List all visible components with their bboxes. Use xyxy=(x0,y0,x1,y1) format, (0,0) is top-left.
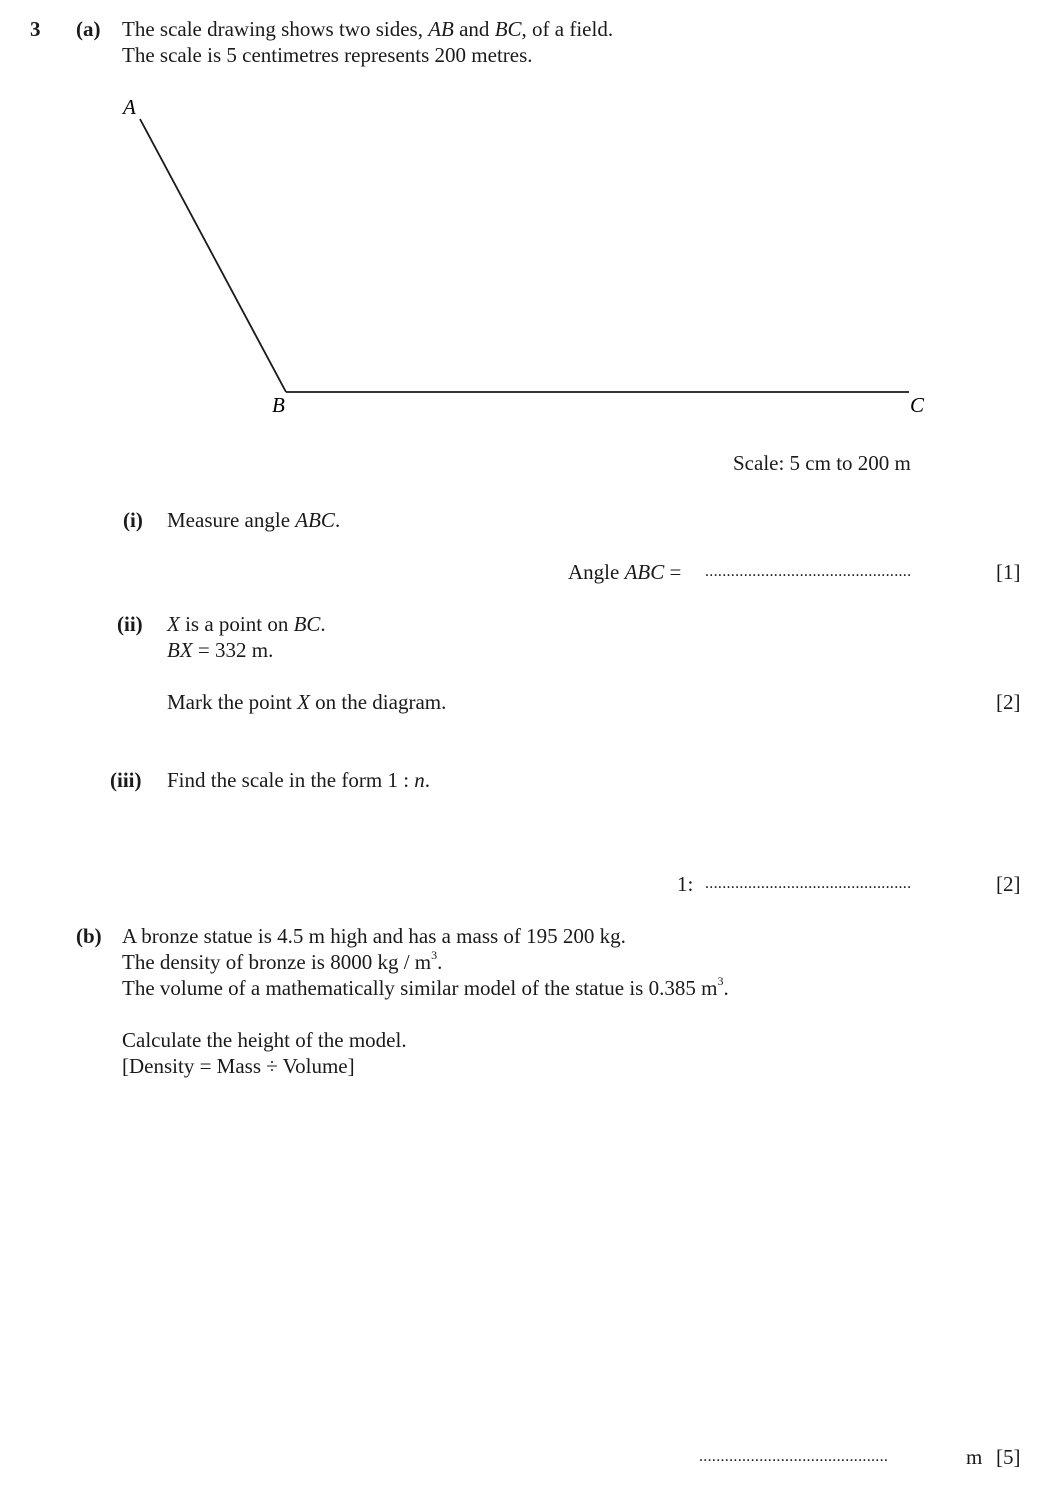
sub-iii-question-post: . xyxy=(424,768,431,792)
sub-i-question-post: . xyxy=(334,508,341,532)
part-a-line2: The scale is 5 centimetres represents 200 metres. xyxy=(122,43,533,67)
scale-caption: Scale: 5 cm to 200 m xyxy=(733,451,911,475)
sub-i-question-pre: Measure angle xyxy=(167,508,296,532)
sub-iii-marks: [2] xyxy=(996,872,1021,896)
sub-i-angle-name: ABC xyxy=(295,508,335,532)
part-b-line2-pre: The density of bronze is 8000 kg / m xyxy=(122,950,432,974)
sub-i-answer-eq: = xyxy=(664,560,682,584)
sub-ii-label: (ii) xyxy=(117,612,143,636)
sub-iii-question xyxy=(167,767,430,793)
sub-i-answer-angle: ABC xyxy=(624,560,665,584)
part-b-line1: A bronze statue is 4.5 m high and has a mass of 195 200 kg. xyxy=(122,924,626,948)
sub-i-marks: [1] xyxy=(996,560,1021,584)
point-x-name: X xyxy=(167,612,180,636)
sub-ii-instruction xyxy=(167,689,446,715)
sub-ii-instruction-x: X xyxy=(297,690,310,714)
part-b-line3 xyxy=(122,975,729,1001)
sub-iii-question-pre: Find the scale in the form 1 : xyxy=(167,768,415,792)
part-b-line3-exponent: 3 xyxy=(717,974,724,988)
part-a-line1-pre: The scale drawing shows two sides, xyxy=(122,17,429,41)
part-a-line1-mid: and xyxy=(453,17,495,41)
sub-iii-variable-n: n xyxy=(414,768,425,792)
part-b-line3-pre: The volume of a mathematically similar model of the statue is 0.385 m xyxy=(122,976,718,1000)
sub-i-answer-label xyxy=(568,559,681,585)
side-ab-text: AB xyxy=(428,17,454,41)
part-a-line1-post: , of a field. xyxy=(521,17,614,41)
point-a-label: A xyxy=(123,95,136,119)
side-ab-line xyxy=(140,119,286,392)
part-b-line2-post: . xyxy=(437,950,443,974)
sub-iii-answer-line[interactable]: ................................................ xyxy=(705,875,912,892)
sub-i-answer-line[interactable]: ................................................ xyxy=(705,563,912,580)
part-b-instruction: Calculate the height of the model. xyxy=(122,1028,407,1052)
sub-ii-marks: [2] xyxy=(996,690,1021,714)
sub-ii-instruction-post: on the diagram. xyxy=(309,690,447,714)
part-b-label: (b) xyxy=(76,924,102,948)
side-bc-text: BC xyxy=(494,17,522,41)
question-number: 3 xyxy=(30,17,41,41)
sub-ii-side-bc: BC xyxy=(293,612,321,636)
sub-ii-line1-post: . xyxy=(320,612,326,636)
sub-ii-instruction-pre: Mark the point xyxy=(167,690,298,714)
sub-ii-line2-post: = 332 m. xyxy=(192,638,274,662)
sub-i-answer-pre: Angle xyxy=(568,560,625,584)
sub-ii-line1-mid: is a point on xyxy=(179,612,294,636)
part-b-marks: [5] xyxy=(996,1445,1021,1469)
point-c-label: C xyxy=(910,393,925,417)
part-b-line2 xyxy=(122,949,442,975)
part-b-formula: [Density = Mass ÷ Volume] xyxy=(122,1054,355,1078)
part-b-unit: m xyxy=(966,1445,983,1469)
sub-ii-line1 xyxy=(167,611,326,637)
sub-i-question xyxy=(167,507,340,533)
point-b-label: B xyxy=(272,393,285,417)
sub-ii-line2 xyxy=(167,637,273,663)
part-b-line3-post: . xyxy=(723,976,729,1000)
sub-iii-answer-label: 1: xyxy=(677,872,694,896)
sub-iii-label: (iii) xyxy=(110,768,142,792)
segment-bx-name: BX xyxy=(167,638,193,662)
part-a-label: (a) xyxy=(76,17,101,41)
sub-i-label: (i) xyxy=(123,508,143,532)
part-b-line2-exponent: 3 xyxy=(431,948,438,962)
part-b-answer-line[interactable]: ............................................ xyxy=(699,1448,889,1465)
